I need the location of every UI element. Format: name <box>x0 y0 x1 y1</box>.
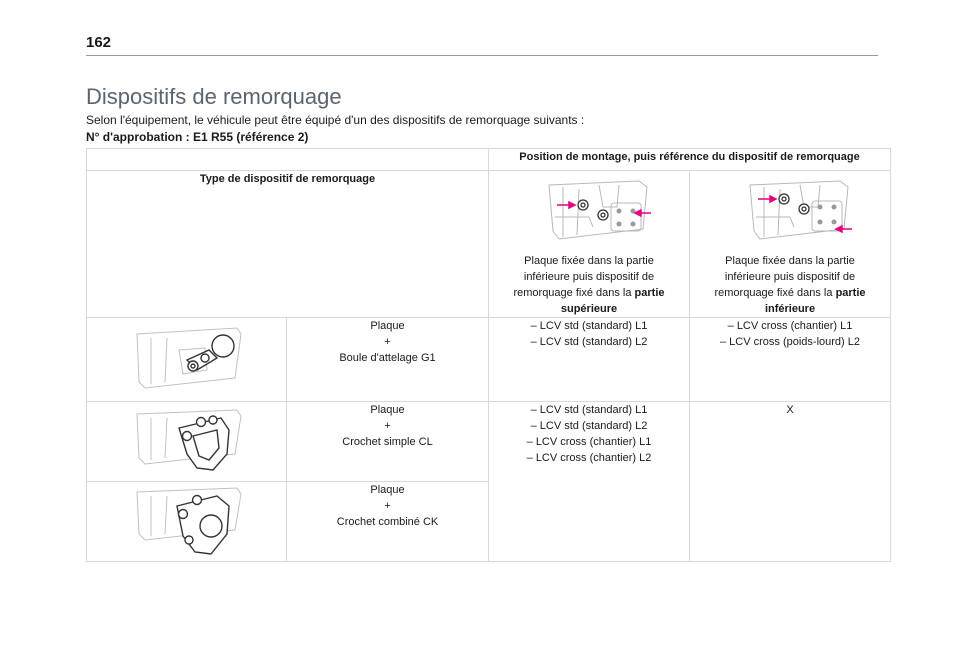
position-upper-cell: Plaque fixée dans la partie inférieure puis dispositif de remorquage fixé dans la partie supérieure <box>489 171 690 318</box>
device-type-header: Type de dispositif de remorquage <box>87 171 489 318</box>
upper-mount-illustration <box>519 177 659 247</box>
page-number: 162 <box>86 34 112 51</box>
simple-hook-label-cell: Plaque + Crochet simple CL <box>287 402 489 482</box>
position-lower-cell: Plaque fixée dans la partie inférieure puis dispositif de remorquage fixé dans la partie inférieure <box>690 171 891 318</box>
simple-hook-image-cell <box>87 402 287 482</box>
hook-lower-refs <box>690 402 891 562</box>
approval-number: N° d'approbation : E1 R55 (référence 2) <box>86 130 309 144</box>
lower-mount-illustration <box>720 177 860 247</box>
combined-hook-illustration <box>117 484 257 560</box>
page-title: Dispositifs de remorquage <box>86 84 342 109</box>
combined-hook-label-cell: Plaque + Crochet combiné CK <box>287 482 489 562</box>
header-rule <box>86 55 878 56</box>
not-available-mark: X <box>786 404 794 416</box>
tow-ball-label-cell: Plaque + Boule d'attelage G1 <box>287 318 489 402</box>
tow-ball-lower-refs: – LCV cross (chantier) L1 – LCV cross (poids-lourd) L2 <box>690 318 891 402</box>
table-corner-cell <box>87 149 489 171</box>
combined-hook-image-cell <box>87 482 287 562</box>
tow-ball-illustration <box>117 320 257 396</box>
position-group-header: Position de montage, puis référence du dispositif de remorquage <box>489 149 891 171</box>
hook-upper-refs: – LCV std (standard) L1 – LCV std (standard) L2 – LCV cross (chantier) L1 – LCV cross (chantier) L2 <box>489 402 690 562</box>
tow-ball-image-cell <box>87 318 287 402</box>
towing-table <box>86 148 891 562</box>
intro-text: Selon l'équipement, le véhicule peut être équipé d'un des dispositifs de remorquage suivants : <box>86 113 585 127</box>
tow-ball-upper-refs: – LCV std (standard) L1 – LCV std (standard) L2 <box>489 318 690 402</box>
simple-hook-illustration <box>117 404 257 480</box>
